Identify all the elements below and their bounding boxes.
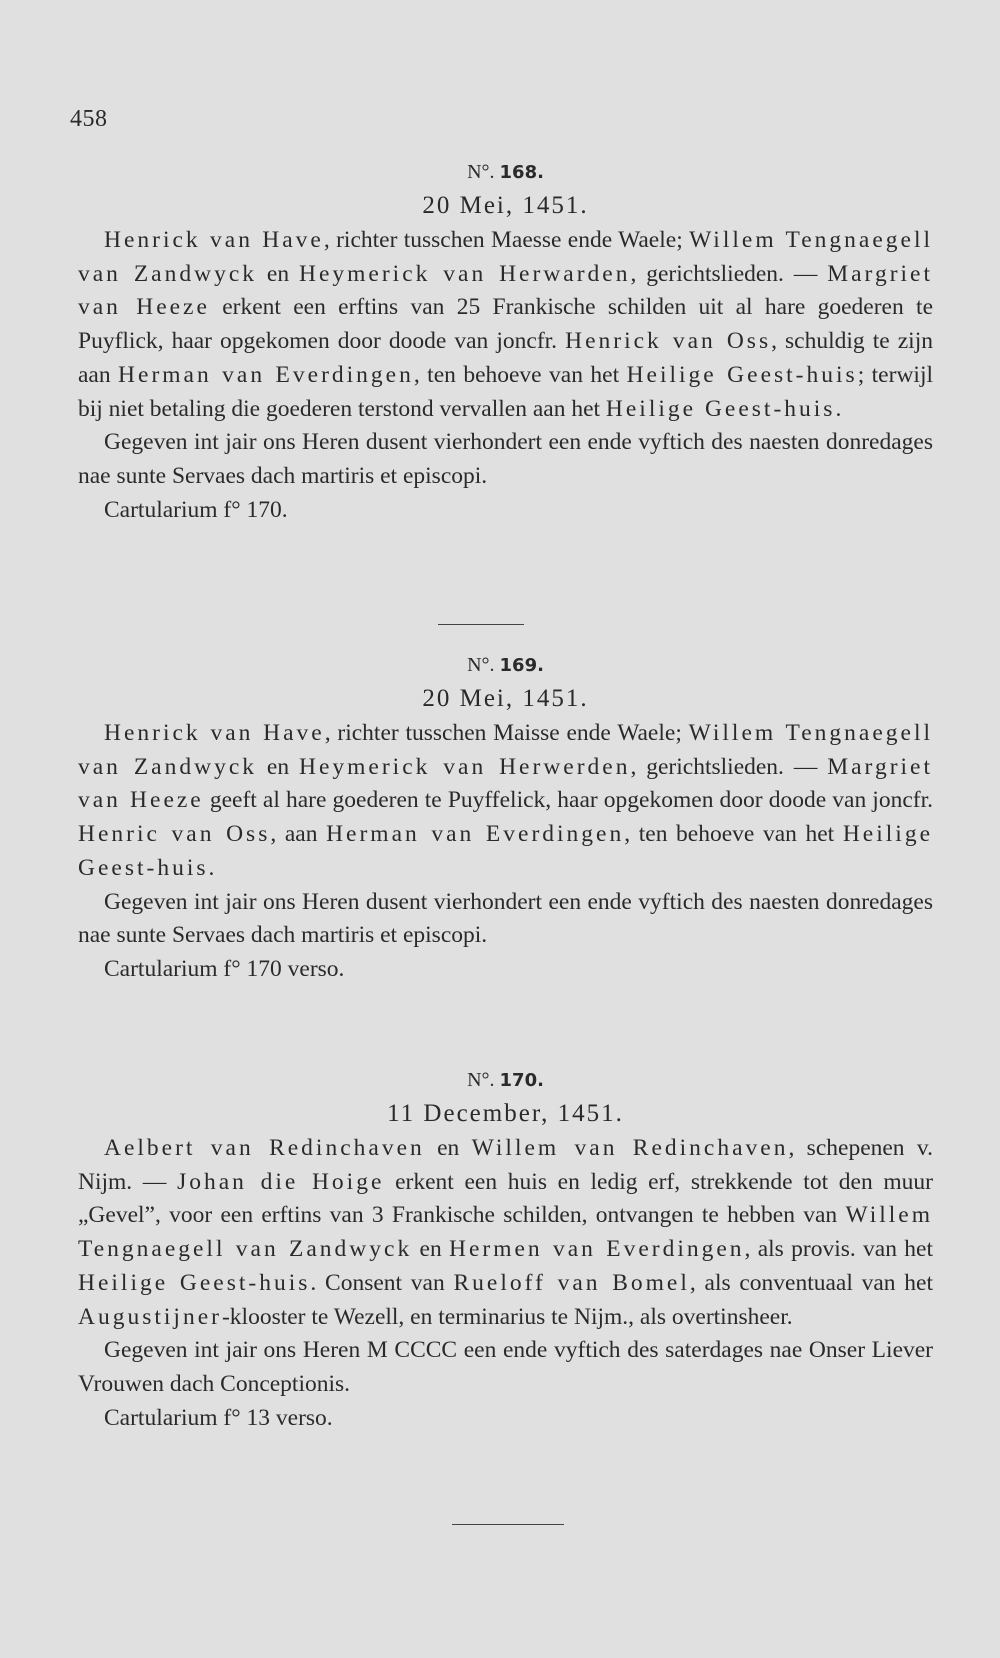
proper-name: Rueloff van Bomel bbox=[453, 1269, 690, 1296]
entry-date: 11 December, 1451. bbox=[387, 1100, 624, 1127]
proper-name: Willem Tengnaegell van Zandwyck bbox=[78, 227, 934, 287]
entry-number bbox=[78, 1065, 933, 1096]
entry-number-value: 170. bbox=[499, 1070, 544, 1091]
entry-number bbox=[78, 650, 933, 681]
proper-name: Johan die Hoige bbox=[177, 1168, 385, 1195]
proper-name: Margriet van Heeze bbox=[78, 753, 934, 814]
body-text: , als provis. van het bbox=[744, 1236, 933, 1263]
entry-168 bbox=[78, 157, 933, 527]
entry-source: Cartularium f° 170 verso. bbox=[104, 955, 345, 982]
entry-body bbox=[78, 224, 933, 426]
entry-source: Cartularium f° 13 verso. bbox=[104, 1404, 333, 1431]
proper-name: Heymerick van Herwarden bbox=[298, 260, 631, 287]
body-text: , gerichtslieden. — bbox=[630, 260, 828, 287]
body-text: , aan bbox=[270, 821, 327, 848]
body-text: . bbox=[835, 395, 842, 422]
proper-name: Henrick van Have bbox=[104, 720, 325, 746]
entry-number-prefix: N°. bbox=[467, 1069, 495, 1091]
entry-number-prefix: N°. bbox=[467, 654, 495, 676]
body-text: en bbox=[424, 1135, 472, 1161]
page-number: 458 bbox=[70, 106, 108, 132]
body-text: erkent een erftins van 25 Frankische schilden uit al hare goederen te Puyflick, haar opgekomen door doode van joncfr. bbox=[78, 294, 933, 355]
proper-name: Heilige Geest-huis bbox=[626, 361, 858, 388]
body-text: -klooster te Wezell, en terminarius te Nijm., als overtinsheer. bbox=[221, 1303, 793, 1330]
proper-name: Heilige Geest-huis bbox=[605, 395, 836, 422]
entry-number-value: 169. bbox=[499, 655, 544, 676]
proper-name: Heymerick van Herwerden bbox=[298, 753, 631, 780]
body-text: , ten behoeve van het bbox=[624, 821, 843, 848]
entry-source: Cartularium f° 170. bbox=[104, 496, 288, 523]
body-text: en bbox=[257, 260, 299, 287]
entry-body bbox=[78, 1132, 933, 1334]
body-text: , ten behoeve van het bbox=[413, 361, 627, 388]
proper-name: Henrick van Have bbox=[104, 227, 324, 253]
body-text: ; terwijl bij niet betaling die goederen terstond vervallen aan het bbox=[78, 361, 933, 422]
proper-name: Hermen van Everdingen bbox=[449, 1236, 745, 1263]
body-text: , richter tusschen Maisse ende Waele; bbox=[324, 720, 689, 746]
body-text: , richter tusschen Maesse ende Waele; bbox=[323, 227, 690, 253]
proper-name: Margriet van Heeze bbox=[78, 260, 934, 321]
entry-given: Gegeven int jair ons Heren dusent vierhondert een ende vyftich des naesten donredages nae sunte Servaes dach martiris et episcopi. bbox=[78, 429, 933, 489]
proper-name: Heilige Geest-huis bbox=[78, 821, 933, 881]
proper-name: Herman van Everdingen bbox=[118, 361, 414, 388]
body-text: , schepenen v. Nijm. — bbox=[78, 1135, 933, 1195]
entry-date: 20 Mei, 1451. bbox=[422, 685, 589, 712]
entry-170 bbox=[78, 1065, 933, 1435]
entry-given: Gegeven int jair ons Heren M CCCC een ende vyftich des saterdages nae Onser Liever Vrouwen dach Conceptionis. bbox=[78, 1337, 933, 1397]
separator-rule bbox=[452, 1524, 564, 1525]
body-text: , als conventuaal van het bbox=[689, 1269, 933, 1296]
entry-body bbox=[78, 717, 933, 886]
body-text: geeft al hare goederen te Puyffelick, haar opgekomen door doode van joncfr. bbox=[203, 787, 933, 814]
proper-name: Willem van Redinchaven bbox=[471, 1135, 789, 1161]
separator-rule bbox=[438, 624, 524, 625]
body-text: en bbox=[257, 753, 299, 780]
body-text: , schuldig te zijn aan bbox=[78, 328, 933, 388]
proper-name: Aelbert van Redinchaven bbox=[104, 1135, 425, 1161]
entry-given: Gegeven int jair ons Heren dusent vierhondert een ende vyftich des naesten donredages nae sunte Servaes dach martiris et episcopi. bbox=[78, 888, 933, 949]
body-text: , gerichtslieden. — bbox=[630, 753, 828, 780]
body-text: erkent een huis en ledig erf, strekkende tot den muur „Gevel”, voor een erftins van 3 Frankische schilden, ontvangen te hebben van bbox=[78, 1168, 934, 1229]
body-text: . bbox=[208, 854, 215, 881]
proper-name: Augustijner bbox=[78, 1303, 222, 1330]
proper-name: Henric van Oss bbox=[78, 821, 271, 848]
proper-name: Willem Tengnaegell van Zandwyck bbox=[78, 720, 933, 780]
proper-name: Willem Tengnaegell van Zandwyck bbox=[78, 1202, 933, 1263]
proper-name: Herman van Everdingen bbox=[326, 821, 625, 848]
body-text: en bbox=[412, 1236, 449, 1263]
entry-number-value: 168. bbox=[499, 162, 544, 183]
entry-date: 20 Mei, 1451. bbox=[422, 192, 589, 219]
proper-name: Henrick van Oss bbox=[565, 328, 772, 355]
entry-169 bbox=[78, 650, 933, 987]
entry-number-prefix: N°. bbox=[467, 161, 495, 183]
proper-name: Heilige Geest-huis bbox=[78, 1269, 311, 1296]
entry-number bbox=[78, 157, 933, 188]
body-text: . Consent van bbox=[310, 1269, 454, 1296]
